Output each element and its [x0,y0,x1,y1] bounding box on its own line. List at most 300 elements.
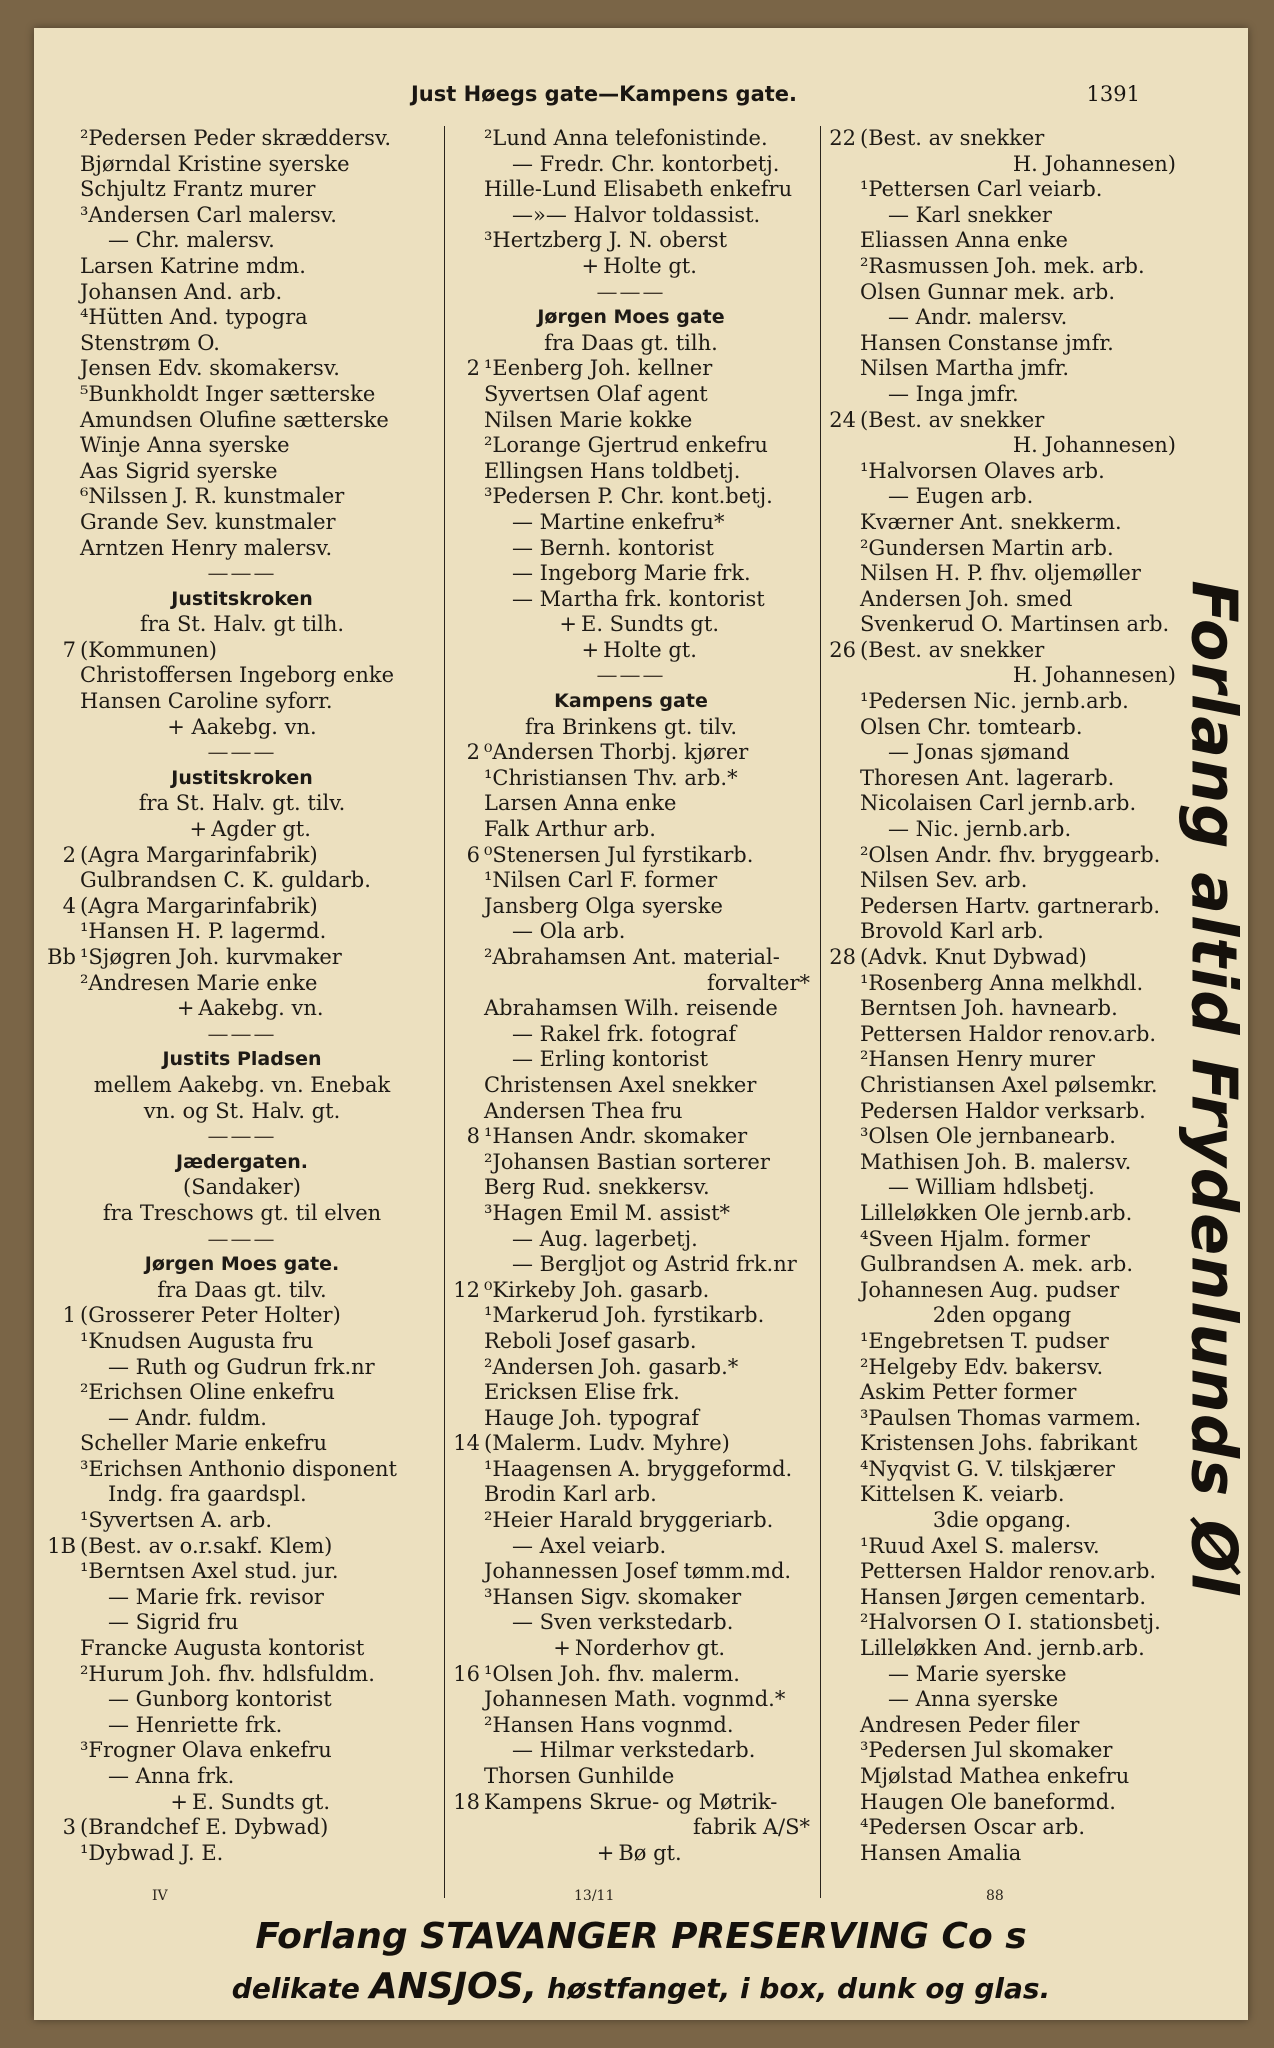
continued-line [822,433,1182,459]
house-number: 28 [829,945,856,969]
directory-entry [446,433,816,459]
section-separator [42,1227,442,1253]
directory-entry [446,1508,816,1534]
footer-advertisement-line-2 [34,1966,1248,2007]
entry-text: ¹Sjøgren Joh. kurvmaker [80,945,342,969]
column-3 [822,126,1182,1866]
directory-entry [822,254,1182,280]
directory-entry [42,1841,442,1867]
house-number: 18 [453,1789,480,1814]
directory-entry [42,382,442,408]
continued-line [822,152,1182,178]
directory-entry [822,1559,1182,1585]
entry-text: Holte gt. [603,637,697,662]
column-2 [446,126,816,1866]
directory-entry [446,1790,816,1816]
entry-text: Haugen Ole baneformd. [860,1789,1116,1814]
directory-entry [822,996,1182,1022]
directory-entry [822,1201,1182,1227]
entry-text: Holte gt. [603,253,697,278]
directory-entry [446,484,816,510]
entry-text: — Andr. malersv. [888,305,1068,330]
centered-note [822,1303,1182,1329]
directory-entry [42,971,442,997]
directory-entry [42,510,442,536]
directory-entry [446,1175,816,1201]
entry-text: — Ruth og Gudrun frk.nr [108,1354,375,1379]
entry-text: Schjultz Frantz murer [80,177,316,202]
entry-text: (Best. av snekker [860,637,1045,662]
entry-text: ¹Hansen H. P. lagermd. [80,919,327,944]
entry-text: ³Andersen Carl malersv. [80,202,337,227]
directory-entry [42,1610,442,1636]
directory-entry [822,1841,1182,1867]
directory-entry [822,868,1182,894]
entry-text: ³Olsen Ole jernbanearb. [860,1124,1116,1149]
entry-text: Pettersen Haldor renov.arb. [860,1559,1157,1584]
entry-text: Olsen Gunnar mek. arb. [860,279,1116,304]
directory-entry [822,536,1182,562]
directory-entry [42,689,442,715]
street-heading [42,766,442,792]
directory-entry [822,203,1182,229]
entry-text: (Agra Margarinfabrik) [80,842,318,867]
house-number: 26 [829,637,856,662]
entry-text: — Jonas sjømand [888,740,1070,765]
section-separator [42,1124,442,1150]
entry-text: Lilleløkken Ole jernb.arb. [860,1200,1133,1225]
centered-note [42,1201,442,1227]
section-separator [42,561,442,587]
centered-note [446,1636,816,1662]
directory-entry [42,1738,442,1764]
entry-text: — Anna frk. [108,1764,235,1788]
directory-entry [446,868,816,894]
entry-text: ¹Olsen Joh. fhv. malerm. [484,1661,740,1686]
house-number: 16 [453,1661,480,1686]
entry-text: Jørgen Moes gate [537,306,725,329]
centered-note [42,1790,442,1816]
directory-entry [42,356,442,382]
directory-entry [42,1687,442,1713]
street-heading [42,1047,442,1073]
directory-page [34,28,1251,2020]
entry-text: — Erling kontorist [512,1047,709,1072]
house-number: Bb [47,945,76,969]
entry-text: fabrik A/S* [692,1815,810,1840]
continued-line [822,663,1182,689]
directory-entry [42,254,442,280]
entry-text: Hansen Amalia [860,1840,1022,1865]
entry-text: ¹Pettersen Carl veiarb. [860,177,1103,202]
entry-text: fra Daas gt. tilh. [544,330,718,355]
printer-mark: 13/11 [574,1888,615,1904]
house-number: 14 [453,1431,480,1456]
directory-entry [822,1329,1182,1355]
entry-text: H. Johannesen) [1012,433,1176,458]
directory-entry [446,791,816,817]
directory-entry [822,1406,1182,1432]
entry-text: Gulbrandsen A. mek. arb. [860,1252,1133,1277]
entry-text: Nilsen Sev. arb. [860,868,1028,893]
entry-text: ²Lund Anna telefonistinde. [484,126,768,150]
entry-text: ³Erichsen Anthonio disponent [80,1456,397,1481]
directory-entry [822,126,1182,152]
directory-entry [446,1431,816,1457]
entry-text: ¹Pedersen Nic. jernb.arb. [860,689,1129,714]
street-heading [446,305,816,331]
directory-entry [822,1790,1182,1816]
directory-entry [446,1534,816,1560]
entry-text: ——— [596,663,666,688]
entry-text: ³Hansen Sigv. skomaker [484,1584,742,1609]
entry-text: Thorsen Gunhilde [484,1764,675,1788]
entry-text: Mathisen Joh. B. malersv. [860,1149,1132,1174]
directory-entry [822,587,1182,613]
continued-line [446,1815,816,1841]
entry-text: ⁵Bunkholdt Inger sætterske [80,381,376,406]
directory-entry [446,1687,816,1713]
directory-entry [446,1073,816,1099]
entry-text: Nilsen H. P. fhv. oljemøller [860,561,1141,586]
centered-note [42,1278,442,1304]
entry-text: ¹Knudsen Augusta fru [80,1328,314,1353]
directory-entry [822,1482,1182,1508]
directory-entry [822,408,1182,434]
entry-text: — Gunborg kontorist [108,1687,332,1712]
directory-entry [822,1022,1182,1048]
entry-text: ²Erichsen Oline enkefru [80,1380,335,1405]
directory-entry [42,1457,442,1483]
entry-text: 2den opgang [932,1303,1072,1328]
entry-text: Christensen Axel snekker [484,1072,757,1097]
centered-note [42,612,442,638]
directory-entry [822,715,1182,741]
entry-text: ³Pedersen P. Chr. kont.betj. [484,484,773,509]
entry-text: ¹Nilsen Carl F. former [484,868,718,893]
entry-text: — Fredr. Chr. kontorbetj. [512,151,780,176]
directory-entry [822,1227,1182,1253]
entry-text: ¹Berntsen Axel stud. jur. [80,1559,339,1584]
entry-text: Andersen Joh. smed [860,586,1073,611]
ad-word-rest: høstfanget, i box, dunk og glas. [546,1972,1051,2005]
entry-text: — Martha frk. kontorist [512,586,765,611]
entry-text: Jensen Edv. skomakersv. [80,356,340,381]
page-header [34,78,1248,118]
entry-text: Kampens gate [554,690,708,713]
entry-text: ——— [596,279,666,304]
entry-text: ⁴Sveen Hjalm. former [860,1226,1090,1251]
directory-entry [446,536,816,562]
directory-entry [42,1559,442,1585]
entry-text: Lilleløkken And. jernb.arb. [860,1636,1145,1661]
entry-text: (Grosserer Peter Holter) [80,1303,341,1328]
entry-text: Aas Sigrid syerske [80,458,278,483]
entry-text: Johannesen Math. vognmd.* [484,1687,786,1712]
centered-note [446,612,816,638]
entry-text: Johannessen Josef tømm.md. [484,1559,792,1584]
entry-text: (Agra Margarinfabrik) [80,893,318,918]
directory-entry [822,1636,1182,1662]
directory-entry [446,1559,816,1585]
entry-text: Scheller Marie enkefru [80,1431,327,1456]
entry-text: H. Johannesen) [1012,663,1176,688]
directory-entry [446,587,816,613]
directory-entry [446,1585,816,1611]
entry-text: Svenkerud O. Martinsen arb. [860,612,1170,637]
entry-text: ³Hertzberg J. N. oberst [484,228,728,253]
entry-text: ²Hansen Henry murer [860,1047,1095,1072]
entry-text: — Marie frk. revisor [108,1584,324,1609]
directory-entry [822,1073,1182,1099]
entry-text: Berntsen Joh. havnearb. [860,996,1118,1021]
directory-entry [446,152,816,178]
entry-text: Christoffersen Ingeborg enke [80,663,395,688]
directory-entry [822,1278,1182,1304]
directory-entry [446,356,816,382]
directory-entry [42,1764,442,1790]
entry-text: Falk Arthur arb. [484,817,656,842]
entry-text: (Best. av snekker [860,407,1045,432]
directory-entry [822,1150,1182,1176]
centered-note [42,1073,442,1099]
directory-entry [446,382,816,408]
centered-note [42,1175,442,1201]
directory-entry [42,663,442,689]
directory-entry [446,510,816,536]
entry-text: ²Abrahamsen Ant. material- [484,945,780,969]
entry-text: fra Brinkens gt. tilv. [525,714,737,739]
entry-text: ²Gundersen Martin arb. [860,535,1114,560]
house-number: + [581,637,600,662]
entry-text: Justitskroken [171,587,313,610]
entry-text: Syvertsen Olaf agent [484,381,708,406]
directory-entry [446,459,816,485]
centered-note [446,1841,816,1867]
entry-text: — Inga jmfr. [888,381,1019,406]
directory-entry [822,919,1182,945]
entry-text: — William hdlsbetj. [888,1175,1095,1200]
entry-text: Brodin Karl arb. [484,1482,657,1507]
entry-text: ⁰Andersen Thorbj. kjører [484,740,749,765]
directory-entry [42,1713,442,1739]
entry-text: Jædergaten. [176,1150,308,1173]
entry-text: Norderhov gt. [574,1636,726,1661]
entry-text: ⁶Nilssen J. R. kunstmaler [80,484,345,509]
directory-entry [822,177,1182,203]
entry-text: ²Andresen Marie enke [80,970,318,995]
continued-line [446,971,816,997]
house-number: 6 [466,842,480,867]
entry-text: ²Helgeby Edv. bakersv. [860,1354,1104,1379]
directory-entry [822,1610,1182,1636]
entry-text: E. Sundts gt. [191,1789,330,1814]
entry-text: — Ola arb. [512,919,626,944]
entry-text: ¹Engebretsen T. pudser [860,1328,1109,1353]
directory-entry [446,177,816,203]
section-separator [42,1022,442,1048]
directory-entry [42,1815,442,1841]
street-heading [42,1150,442,1176]
entry-text: Aakebg. vn. [198,996,324,1021]
directory-entry [822,1355,1182,1381]
house-number: 2 [466,356,480,381]
entry-text: Justitskroken [171,766,313,789]
entry-text: — Sigrid fru [108,1610,239,1635]
house-number: 4 [62,893,76,918]
entry-text: fra St. Halv. gt. tilv. [138,791,346,816]
directory-entry [446,126,816,152]
column-1 [42,126,442,1866]
entry-text: ¹Syvertsen A. arb. [80,1508,273,1533]
house-number: 8 [466,1124,480,1149]
directory-entry [42,1482,442,1508]
centered-note [42,715,442,741]
house-number: + [170,1789,188,1814]
directory-entry [446,843,816,869]
directory-entry [446,1380,816,1406]
section-separator [446,663,816,689]
directory-entry [42,1431,442,1457]
directory-entry [42,1508,442,1534]
page-number: 1391 [1086,82,1140,106]
entry-text: Jørgen Moes gate. [144,1253,340,1276]
street-heading [42,587,442,613]
directory-entry [42,1662,442,1688]
directory-entry [42,1355,442,1381]
directory-entry [42,408,442,434]
entry-text: ²Hurum Joh. fhv. hdlsfuldm. [80,1661,375,1686]
section-separator [42,740,442,766]
directory-entry [822,1738,1182,1764]
centered-note [42,791,442,817]
directory-entry [42,280,442,306]
directory-entry [446,1124,816,1150]
directory-entry [446,1303,816,1329]
directory-entry [822,894,1182,920]
directory-entry [446,740,816,766]
entry-text: ²Rasmussen Joh. mek. arb. [860,253,1145,278]
entry-text: fra St. Halv. gt tilh. [139,612,345,637]
directory-entry [446,919,816,945]
entry-text: ——— [207,740,277,765]
centered-note [446,715,816,741]
house-number: + [559,612,577,637]
sheet-mark: 88 [986,1888,1004,1904]
entry-text: fra Treschows gt. til elven [102,1200,382,1225]
entry-text: Pedersen Haldor verksarb. [860,1098,1146,1123]
directory-entry [822,1099,1182,1125]
directory-entry [446,1227,816,1253]
entry-text: Larsen Katrine mdm. [80,253,306,278]
entry-text: ——— [207,561,277,586]
directory-entry [446,1355,816,1381]
entry-text: — Chr. malersv. [108,228,275,253]
house-number: + [596,1840,615,1865]
entry-text: — Hilmar verkstedarb. [512,1738,756,1763]
house-number: + [553,1636,571,1661]
house-number: 3 [62,1815,76,1840]
entry-text: Nilsen Marie kokke [484,407,693,432]
directory-entry [822,228,1182,254]
entry-text: (Best. av snekker [860,126,1045,150]
house-number: 1B [47,1533,76,1558]
directory-entry [42,1585,442,1611]
entry-text: + Aakebg. vn. [167,714,317,739]
directory-entry [822,561,1182,587]
entry-text: — Bergljot og Astrid frk.nr [512,1252,797,1277]
entry-text: (Advk. Knut Dybwad) [860,945,1087,969]
directory-entry [446,228,816,254]
entry-text: — Rakel frk. fotograf [512,1021,737,1046]
entry-text: Francke Augusta kontorist [80,1636,365,1661]
centered-note [446,331,816,357]
directory-entry [446,996,816,1022]
directory-entry [822,740,1182,766]
entry-text: (Malerm. Ludv. Myhre) [484,1431,730,1456]
directory-entry [822,510,1182,536]
directory-entry [822,1585,1182,1611]
directory-entry [42,126,442,152]
house-number: 24 [829,407,856,432]
ad-word-ansjos: ANSJOS, [369,1966,538,2007]
entry-text: Larsen Anna enke [484,791,677,816]
entry-text: ²Hansen Hans vognmd. [484,1712,734,1737]
column-divider-2 [820,126,821,1898]
entry-text: ³Frogner Olava enkefru [80,1738,332,1763]
directory-entry [42,1329,442,1355]
entry-text: Bø gt. [618,1840,682,1865]
entry-text: Eliassen Anna enke [860,228,1068,253]
directory-entry [446,766,816,792]
directory-entry [42,484,442,510]
directory-entry [822,305,1182,331]
section-separator [446,280,816,306]
entry-text: — Ingeborg Marie frk. [512,561,751,586]
house-number: + [581,253,600,278]
directory-entry [822,1662,1182,1688]
entry-text: ²Pedersen Peder skræddersv. [80,126,392,150]
entry-text: Johansen And. arb. [80,279,283,304]
entry-text: Kristensen Johs. fabrikant [860,1431,1138,1456]
entry-text: Nicolaisen Carl jernb.arb. [860,791,1137,816]
side-advertisement [1177,508,1251,1668]
directory-entry [446,1201,816,1227]
entry-text: ¹Halvorsen Olaves arb. [860,458,1105,483]
directory-entry [42,894,442,920]
entry-text: Kværner Ant. snekkerm. [860,509,1122,534]
directory-entry [446,1278,816,1304]
directory-entry [822,484,1182,510]
entry-text: ¹Eenberg Joh. kellner [484,356,713,381]
entry-text: — Eugen arb. [888,484,1034,509]
entry-text: Kampens Skrue- og Møtrik- [484,1789,778,1814]
entry-text: ¹Haagensen A. bryggeformd. [484,1456,793,1481]
directory-entry [42,843,442,869]
directory-entry [822,1431,1182,1457]
entry-text: Johannesen Aug. pudser [860,1277,1120,1302]
directory-entry [42,228,442,254]
centered-note [42,996,442,1022]
entry-text: ²Olsen Andr. fhv. bryggearb. [860,842,1161,867]
entry-text: E. Sundts gt. [580,612,719,637]
directory-entry [42,638,442,664]
entry-text: ——— [207,1124,277,1149]
directory-entry [822,331,1182,357]
entry-text: ²Andersen Joh. gasarb.* [484,1354,739,1379]
entry-text: Amundsen Olufine sætterske [80,407,389,432]
entry-text: Justits Pladsen [162,1048,322,1071]
